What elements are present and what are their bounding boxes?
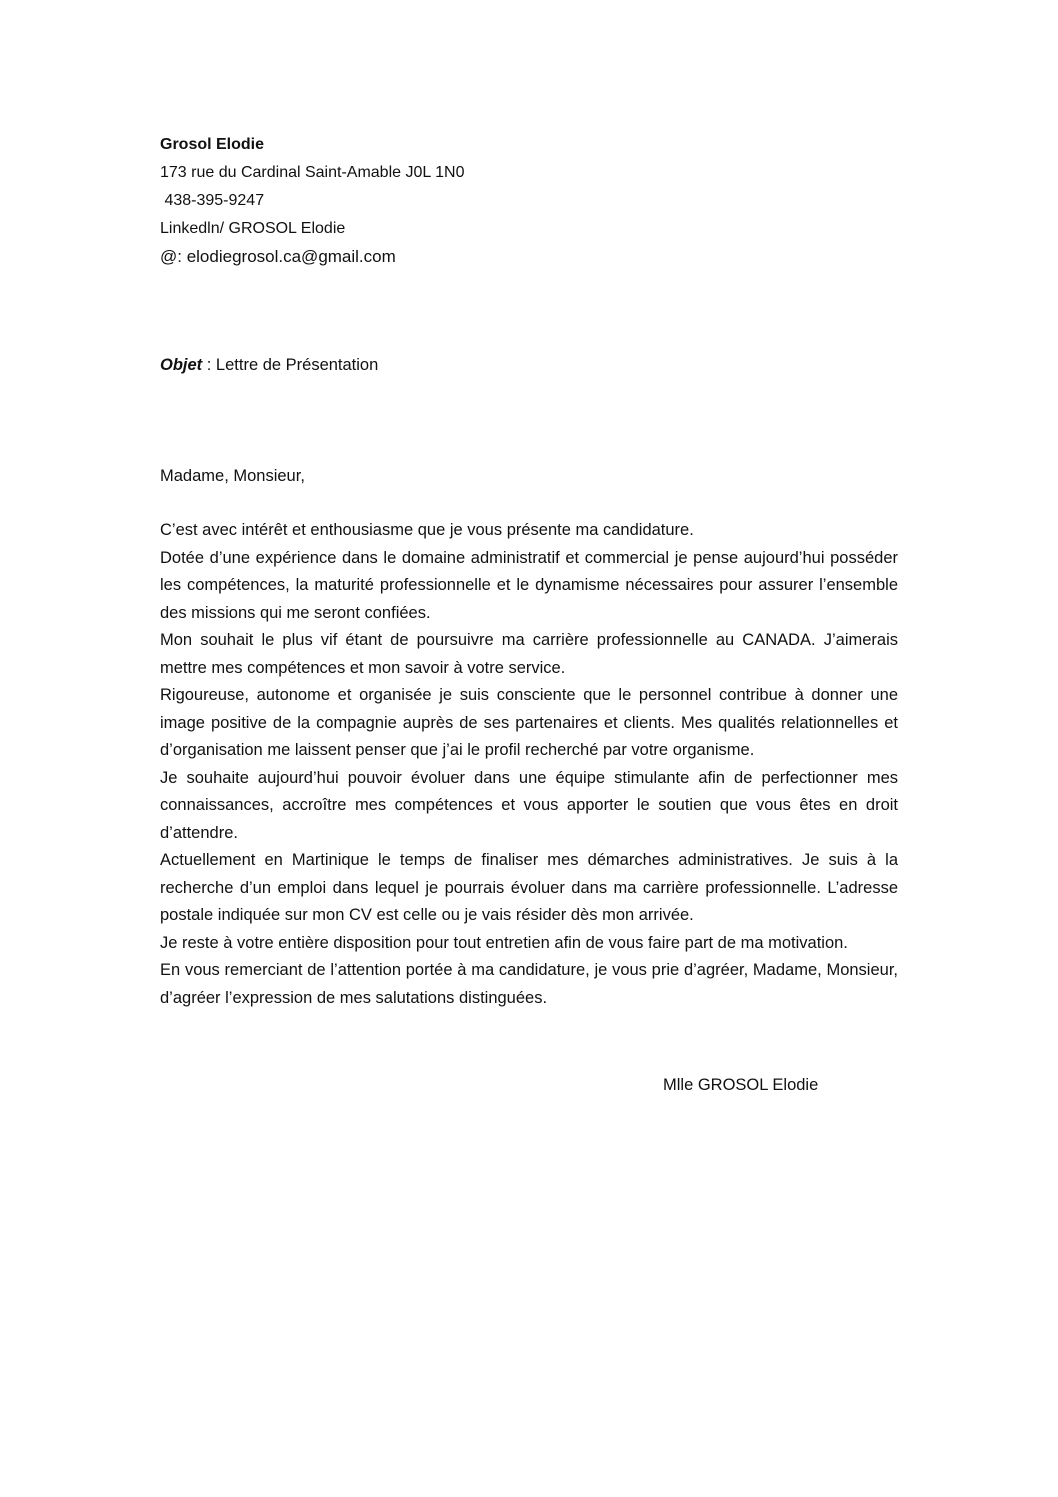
- body-paragraph: Actuellement en Martinique le temps de finaliser mes démarches administratives. Je suis à la recherche d’un emploi dans lequel je pourrais évoluer dans ma carrière professionnelle. L’adresse postale indiquée sur mon CV est celle ou je vais résider dès mon arrivée.: [160, 851, 898, 924]
- body-paragraph: Je souhaite aujourd’hui pouvoir évoluer dans une équipe stimulante afin de perfectionner mes connaissances, accroître mes compétences et vous apporter le soutien que vous êtes en droit d’attendre.: [160, 768, 898, 842]
- letter-body: [160, 517, 898, 1012]
- body-paragraph: Je reste à votre entière disposition pour tout entretien afin de vous faire part de ma motivation.: [160, 933, 848, 952]
- salutation: Madame, Monsieur,: [160, 467, 305, 485]
- body-paragraph: Mon souhait le plus vif étant de poursuivre ma carrière professionnelle au CANADA. J’aimerais mettre mes compétences et mon savoir à votre service.: [160, 631, 898, 677]
- body-paragraph: C’est avec intérêt et enthousiasme que je vous présente ma candidature.: [160, 521, 694, 539]
- sender-name: Grosol Elodie: [160, 136, 265, 153]
- sender-block: [160, 131, 760, 271]
- sender-linkedin: Linkedln/ GROSOL Elodie: [160, 220, 346, 237]
- body-paragraph: En vous remerciant de l’attention portée à ma candidature, je vous prie d’agréer, Madame, Monsieur, d’agréer l’expression de mes salutations distinguées.: [160, 961, 898, 1007]
- body-paragraph: Dotée d’une expérience dans le domaine administratif et commercial je pense aujourd’hui posséder les compétences, la maturité professionnelle et le dynamisme nécessaires pour assurer l’ensemble des missions qui me seront confiées.: [160, 548, 898, 622]
- subject-label: Objet: [160, 356, 203, 374]
- body-paragraph: Rigoureuse, autonome et organisée je suis consciente que le personnel contribue à donner une image positive de la compagnie auprès de ses partenaires et clients. Mes qualités relationnelles et d’organisation me laissent penser que j’ai le profil recherché par votre organisme.: [160, 686, 898, 759]
- subject-text: : Lettre de Présentation: [202, 356, 379, 374]
- sender-phone: 438-395-9247: [160, 192, 265, 209]
- signature: Mlle GROSOL Elodie: [663, 1076, 819, 1094]
- sender-address: 173 rue du Cardinal Saint-Amable J0L 1N0: [160, 164, 465, 181]
- sender-email: @: elodiegrosol.ca@gmail.com: [160, 247, 396, 266]
- subject-line: [160, 352, 378, 378]
